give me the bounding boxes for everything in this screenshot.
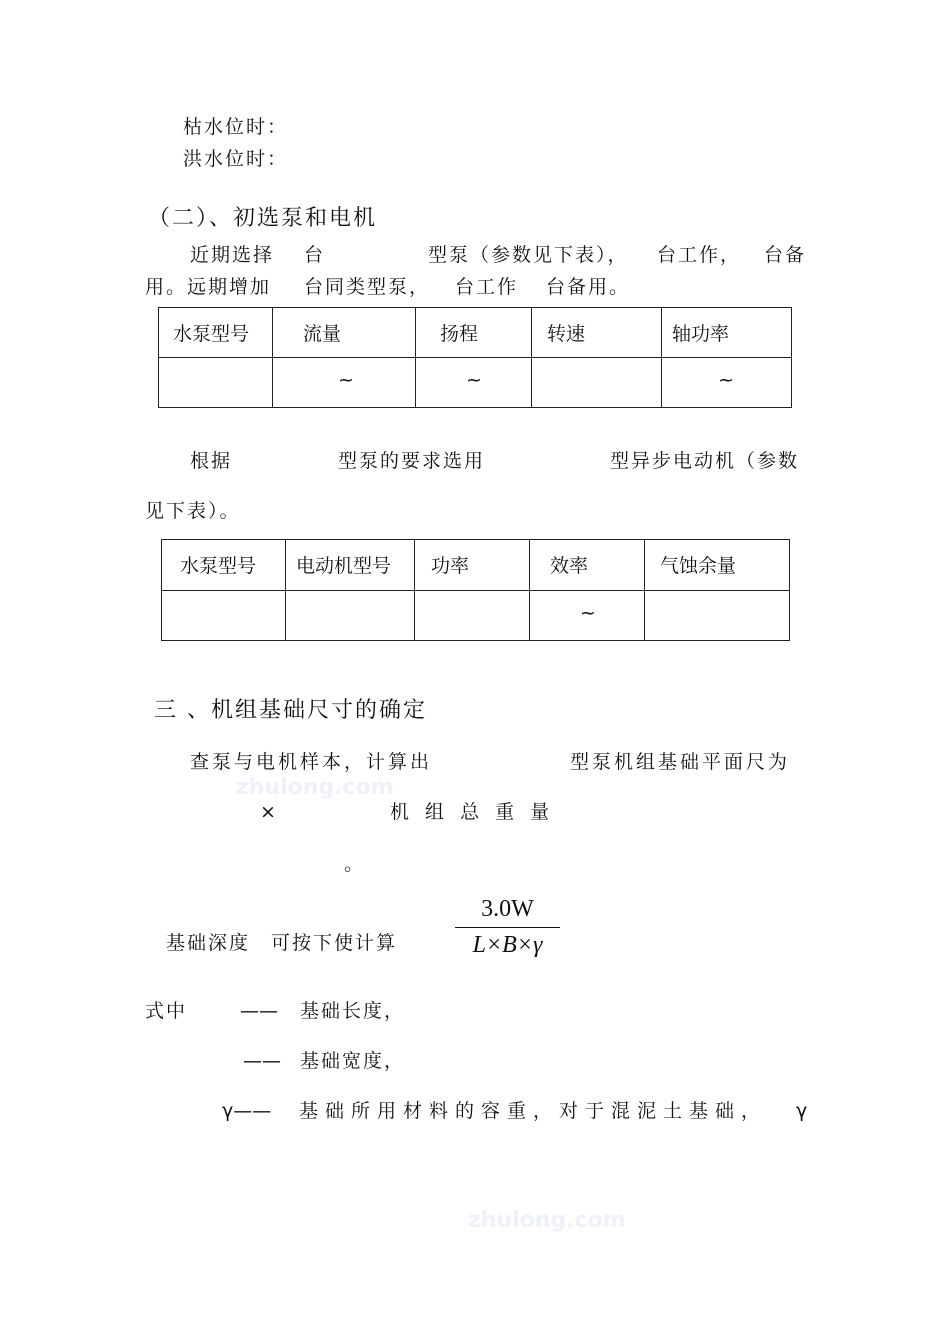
watermark: zhulong.com [468, 1208, 626, 1233]
table-header-cell: 电动机型号 [286, 540, 415, 591]
paragraph-text: 型泵的要求选用 [338, 450, 486, 472]
definition-text: 基础宽度， [300, 1050, 406, 1072]
times-sign: × [260, 801, 276, 823]
table-cell [645, 591, 790, 641]
table-cell [159, 358, 273, 408]
table-header-cell: 流量 [273, 308, 416, 358]
flood-water-level-line: 洪水位时： [183, 148, 289, 170]
formula-numerator: 3.0W [481, 896, 534, 922]
table-header-cell: 气蚀余量 [645, 540, 790, 591]
table-header-cell: 效率 [530, 540, 645, 591]
table-cell: ~ [273, 358, 416, 408]
section-title-foundation: 三 、机组基础尺寸的确定 [154, 698, 427, 723]
paragraph-text: 机 组 总 重 量 [390, 801, 555, 823]
paragraph-text: 型异步电动机（参数 [610, 450, 800, 472]
table-header-cell: 功率 [415, 540, 530, 591]
table-header-cell: 水泵型号 [159, 308, 273, 358]
pump-parameters-table [158, 307, 792, 408]
paragraph-text: 见下表）。 [145, 500, 241, 522]
table-cell: ~ [530, 591, 645, 641]
paragraph-text: 型泵（参数见下表）， [428, 244, 629, 266]
watermark: zhulong.com [236, 775, 394, 800]
definition-text: 基础所用材料的容重，对于混泥土基础， [299, 1100, 768, 1122]
paragraph-text: 台备用。 [546, 276, 631, 298]
fraction-bar [455, 927, 560, 928]
section-title-pump-motor: （二）、初选泵和电机 [148, 206, 378, 231]
motor-parameters-table [161, 539, 790, 641]
gamma-symbol: γ [796, 1100, 808, 1122]
paragraph-text: 台同类型泵， [304, 276, 431, 298]
paragraph-text: 台工作 [455, 276, 519, 298]
table-header-cell: 轴功率 [662, 308, 792, 358]
period-mark: 。 [344, 853, 364, 875]
table-cell [415, 591, 530, 641]
dash: —— [240, 1000, 278, 1022]
paragraph-text: 查泵与电机样本，计算出 [190, 751, 433, 773]
table-header-cell: 转速 [532, 308, 662, 358]
table-cell [286, 591, 415, 641]
formula-denominator: L×B×γ [472, 932, 543, 958]
paragraph-text: 用。远期增加 [145, 276, 272, 298]
dash: —— [243, 1050, 281, 1072]
dry-water-level-line: 枯水位时： [183, 116, 289, 138]
table-cell: ~ [662, 358, 792, 408]
paragraph-text: 根据 [190, 450, 233, 472]
where-label: 式中 [145, 1000, 188, 1022]
depth-formula [455, 896, 560, 959]
table-header-cell: 水泵型号 [162, 540, 286, 591]
table-header-cell: 扬程 [416, 308, 532, 358]
table-cell [162, 591, 286, 641]
table-cell [532, 358, 662, 408]
gamma-dash: γ—— [222, 1100, 272, 1122]
paragraph-text: 型泵机组基础平面尺为 [570, 751, 791, 773]
definition-text: 基础长度， [300, 1000, 406, 1022]
paragraph-text: 近期选择 [190, 244, 275, 266]
table-cell: ~ [416, 358, 532, 408]
paragraph-text: 台 [304, 244, 324, 266]
paragraph-text: 台工作， [657, 244, 742, 266]
paragraph-text: 台备 [764, 244, 807, 266]
paragraph-text: 基础深度 可按下使计算 [166, 932, 398, 954]
